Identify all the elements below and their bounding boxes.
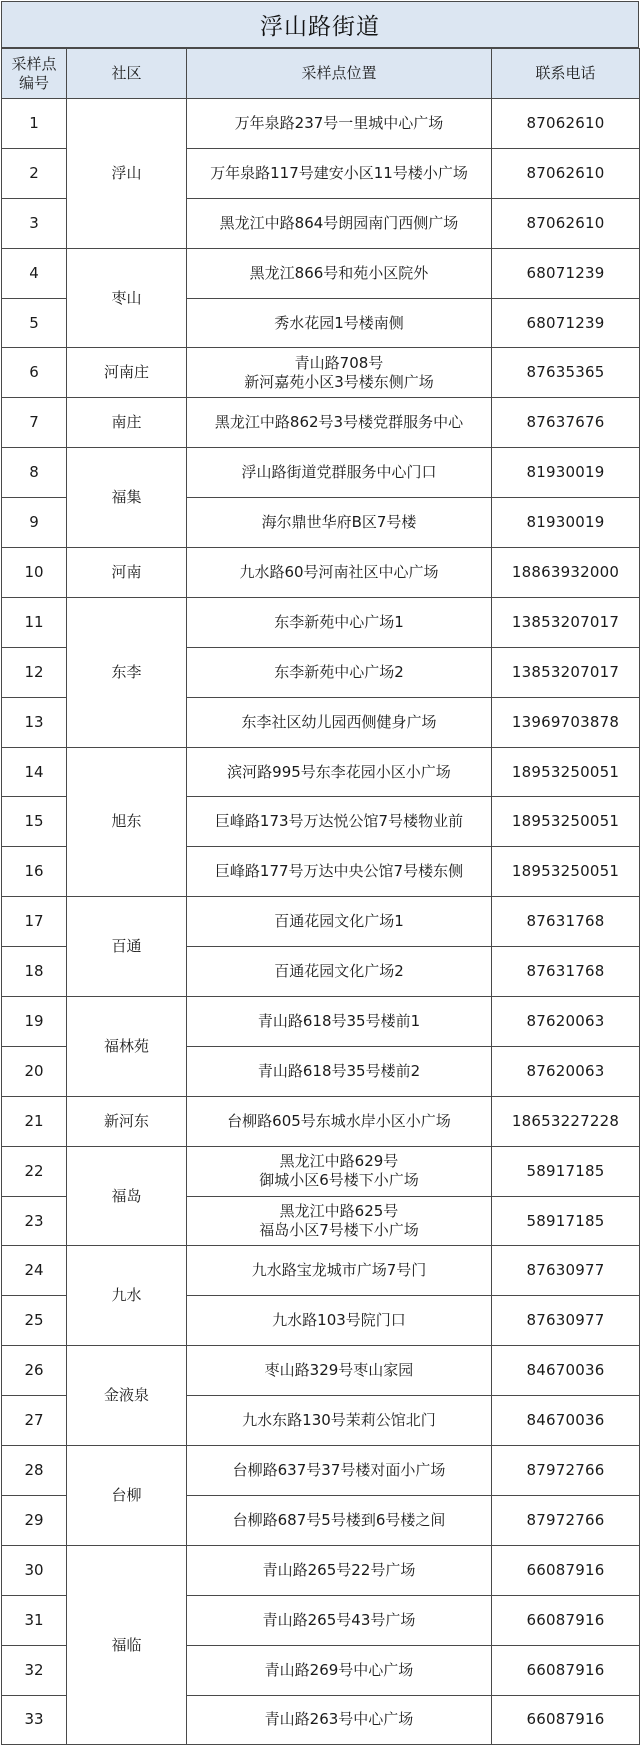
location-cell [187, 1495, 492, 1545]
location-line: 台柳路637号37号楼对面小广场 [232, 1460, 446, 1479]
site-number-cell: 3 [2, 198, 67, 248]
location-line: 新河嘉苑小区3号楼东侧广场 [244, 372, 434, 391]
site-number-cell: 30 [2, 1545, 67, 1595]
phone-cell: 58917185 [492, 1146, 640, 1196]
table-row [2, 448, 640, 498]
location-line: 黑龙江中路862号3号楼党群服务中心 [214, 413, 464, 432]
location-cell [187, 1396, 492, 1446]
location-line: 福岛小区7号楼下小广场 [259, 1221, 419, 1240]
location-cell [187, 797, 492, 847]
location-line: 百通花园文化广场1 [274, 912, 404, 931]
table-row [2, 1246, 640, 1296]
location-line: 黑龙江中路625号 [279, 1202, 399, 1221]
phone-cell: 66087916 [492, 1695, 640, 1745]
location-cell [187, 1695, 492, 1745]
location-cell [187, 1346, 492, 1396]
site-number-cell: 33 [2, 1695, 67, 1745]
site-number-cell: 4 [2, 248, 67, 298]
table-row [2, 248, 640, 298]
location-cell [187, 597, 492, 647]
location-cell [187, 348, 492, 398]
phone-cell: 68071239 [492, 298, 640, 348]
location-line: 青山路265号22号广场 [262, 1560, 416, 1579]
site-number-cell: 19 [2, 997, 67, 1047]
site-number-cell: 11 [2, 597, 67, 647]
site-number-cell: 2 [2, 148, 67, 198]
site-number-cell: 13 [2, 697, 67, 747]
site-number-cell: 31 [2, 1595, 67, 1645]
site-number-cell: 10 [2, 548, 67, 598]
phone-cell: 87062610 [492, 198, 640, 248]
location-cell [187, 548, 492, 598]
table-row [2, 1146, 640, 1196]
table-row [2, 1096, 640, 1146]
location-cell [187, 148, 492, 198]
header-community: 社区 [67, 49, 187, 99]
site-number-cell: 6 [2, 348, 67, 398]
phone-cell: 87062610 [492, 148, 640, 198]
community-cell: 河南 [67, 548, 187, 598]
phone-cell: 66087916 [492, 1595, 640, 1645]
site-number-cell: 16 [2, 847, 67, 897]
site-number-cell: 20 [2, 1046, 67, 1096]
location-cell [187, 697, 492, 747]
phone-cell: 87631768 [492, 897, 640, 947]
location-line: 东李新苑中心广场2 [274, 662, 404, 681]
location-line: 万年泉路117号建安小区11号楼小广场 [210, 163, 468, 182]
community-cell: 枣山 [67, 248, 187, 348]
phone-cell: 87630977 [492, 1246, 640, 1296]
location-line: 百通花园文化广场2 [274, 962, 404, 981]
location-line: 九水东路130号茉莉公馆北门 [242, 1411, 436, 1430]
location-line: 海尔鼎世华府B区7号楼 [261, 513, 417, 532]
location-cell [187, 1196, 492, 1246]
site-number-cell: 8 [2, 448, 67, 498]
site-number-cell: 5 [2, 298, 67, 348]
table-row [2, 747, 640, 797]
location-line: 巨峰路177号万达中央公馆7号楼东侧 [214, 862, 464, 881]
table-row [2, 1346, 640, 1396]
phone-cell: 18653227228 [492, 1096, 640, 1146]
location-cell [187, 99, 492, 149]
site-number-cell: 27 [2, 1396, 67, 1446]
location-line: 东李社区幼儿园西侧健身广场 [241, 712, 437, 731]
phone-cell: 84670036 [492, 1396, 640, 1446]
location-line: 滨河路995号东李花园小区小广场 [227, 762, 451, 781]
location-line: 九水路宝龙城市广场7号门 [251, 1261, 427, 1280]
location-cell [187, 1446, 492, 1496]
phone-cell: 68071239 [492, 248, 640, 298]
location-cell [187, 647, 492, 697]
location-line: 青山路618号35号楼前2 [257, 1061, 421, 1080]
table-row [2, 1446, 640, 1496]
location-cell [187, 198, 492, 248]
site-number-cell: 23 [2, 1196, 67, 1246]
location-cell [187, 1595, 492, 1645]
table-body [2, 99, 640, 1745]
phone-cell: 18863932000 [492, 548, 640, 598]
location-cell [187, 747, 492, 797]
location-line: 台柳路605号东城水岸小区小广场 [227, 1111, 451, 1130]
community-cell: 福林苑 [67, 997, 187, 1097]
location-line: 青山路265号43号广场 [262, 1610, 416, 1629]
community-cell: 福临 [67, 1545, 187, 1745]
community-cell: 福岛 [67, 1146, 187, 1246]
location-cell [187, 897, 492, 947]
phone-cell: 87637676 [492, 398, 640, 448]
site-number-cell: 9 [2, 498, 67, 548]
table-row [2, 348, 640, 398]
location-cell [187, 1296, 492, 1346]
community-cell: 南庄 [67, 398, 187, 448]
site-number-cell: 22 [2, 1146, 67, 1196]
table-header-row [2, 49, 640, 99]
table-row [2, 997, 640, 1047]
phone-cell: 87620063 [492, 1046, 640, 1096]
community-cell: 百通 [67, 897, 187, 997]
phone-cell: 66087916 [492, 1645, 640, 1695]
phone-cell: 87062610 [492, 99, 640, 149]
location-cell [187, 1046, 492, 1096]
sampling-sites-document [1, 1, 639, 1745]
phone-cell: 84670036 [492, 1346, 640, 1396]
community-cell: 九水 [67, 1246, 187, 1346]
site-number-cell: 21 [2, 1096, 67, 1146]
location-cell [187, 1645, 492, 1695]
phone-cell: 58917185 [492, 1196, 640, 1246]
header-site-number [2, 49, 67, 99]
phone-cell: 18953250051 [492, 797, 640, 847]
location-cell [187, 1246, 492, 1296]
sampling-sites-table [1, 48, 640, 1745]
table-row [2, 548, 640, 598]
community-cell: 河南庄 [67, 348, 187, 398]
location-line: 万年泉路237号一里城中心广场 [234, 113, 444, 132]
location-line: 九水路103号院门口 [272, 1311, 406, 1330]
location-line: 秀水花园1号楼南侧 [274, 313, 404, 332]
location-line: 黑龙江中路864号朗园南门西侧广场 [219, 213, 459, 232]
site-number-cell: 28 [2, 1446, 67, 1496]
community-cell: 福集 [67, 448, 187, 548]
site-number-cell: 32 [2, 1645, 67, 1695]
phone-cell: 87620063 [492, 997, 640, 1047]
location-line: 黑龙江中路629号 [279, 1152, 399, 1171]
location-cell [187, 947, 492, 997]
phone-cell: 66087916 [492, 1545, 640, 1595]
location-cell [187, 448, 492, 498]
site-number-cell: 29 [2, 1495, 67, 1545]
location-line: 青山路618号35号楼前1 [257, 1011, 421, 1030]
location-line: 青山路263号中心广场 [264, 1710, 414, 1729]
phone-cell: 81930019 [492, 498, 640, 548]
table-row [2, 99, 640, 149]
site-number-cell: 1 [2, 99, 67, 149]
location-line: 浮山路街道党群服务中心门口 [241, 463, 437, 482]
site-number-cell: 17 [2, 897, 67, 947]
community-cell: 台柳 [67, 1446, 187, 1546]
location-cell [187, 298, 492, 348]
phone-cell: 18953250051 [492, 747, 640, 797]
phone-cell: 18953250051 [492, 847, 640, 897]
location-cell [187, 1096, 492, 1146]
site-number-cell: 14 [2, 747, 67, 797]
location-line: 青山路708号 [294, 353, 384, 372]
header-site-number-line: 采样点 [11, 54, 57, 73]
phone-cell: 87972766 [492, 1446, 640, 1496]
phone-cell: 87635365 [492, 348, 640, 398]
location-line: 巨峰路173号万达悦公馆7号楼物业前 [214, 812, 464, 831]
community-cell: 金液泉 [67, 1346, 187, 1446]
location-line: 青山路269号中心广场 [264, 1660, 414, 1679]
phone-cell: 13969703878 [492, 697, 640, 747]
location-line: 黑龙江866号和苑小区院外 [249, 263, 429, 282]
site-number-cell: 12 [2, 647, 67, 697]
location-cell [187, 1146, 492, 1196]
header-phone: 联系电话 [492, 49, 640, 99]
site-number-cell: 26 [2, 1346, 67, 1396]
location-cell [187, 997, 492, 1047]
location-line: 台柳路687号5号楼到6号楼之间 [232, 1510, 446, 1529]
phone-cell: 87631768 [492, 947, 640, 997]
location-line: 御城小区6号楼下小广场 [259, 1171, 419, 1190]
table-row [2, 1545, 640, 1595]
location-line: 枣山路329号枣山家园 [264, 1361, 414, 1380]
header-location: 采样点位置 [187, 49, 492, 99]
community-cell: 旭东 [67, 747, 187, 897]
location-line: 东李新苑中心广场1 [274, 612, 404, 631]
page-title: 浮山路街道 [1, 1, 639, 48]
location-cell [187, 847, 492, 897]
phone-cell: 87972766 [492, 1495, 640, 1545]
site-number-cell: 15 [2, 797, 67, 847]
site-number-cell: 24 [2, 1246, 67, 1296]
location-cell [187, 248, 492, 298]
community-cell: 东李 [67, 597, 187, 747]
phone-cell: 81930019 [492, 448, 640, 498]
phone-cell: 13853207017 [492, 597, 640, 647]
location-cell [187, 498, 492, 548]
table-row [2, 398, 640, 448]
site-number-cell: 7 [2, 398, 67, 448]
community-cell: 浮山 [67, 99, 187, 249]
table-row [2, 597, 640, 647]
location-line: 九水路60号河南社区中心广场 [239, 562, 439, 581]
site-number-cell: 25 [2, 1296, 67, 1346]
phone-cell: 87630977 [492, 1296, 640, 1346]
location-cell [187, 398, 492, 448]
community-cell: 新河东 [67, 1096, 187, 1146]
site-number-cell: 18 [2, 947, 67, 997]
header-site-number-line: 编号 [18, 73, 49, 92]
table-row [2, 897, 640, 947]
phone-cell: 13853207017 [492, 647, 640, 697]
location-cell [187, 1545, 492, 1595]
